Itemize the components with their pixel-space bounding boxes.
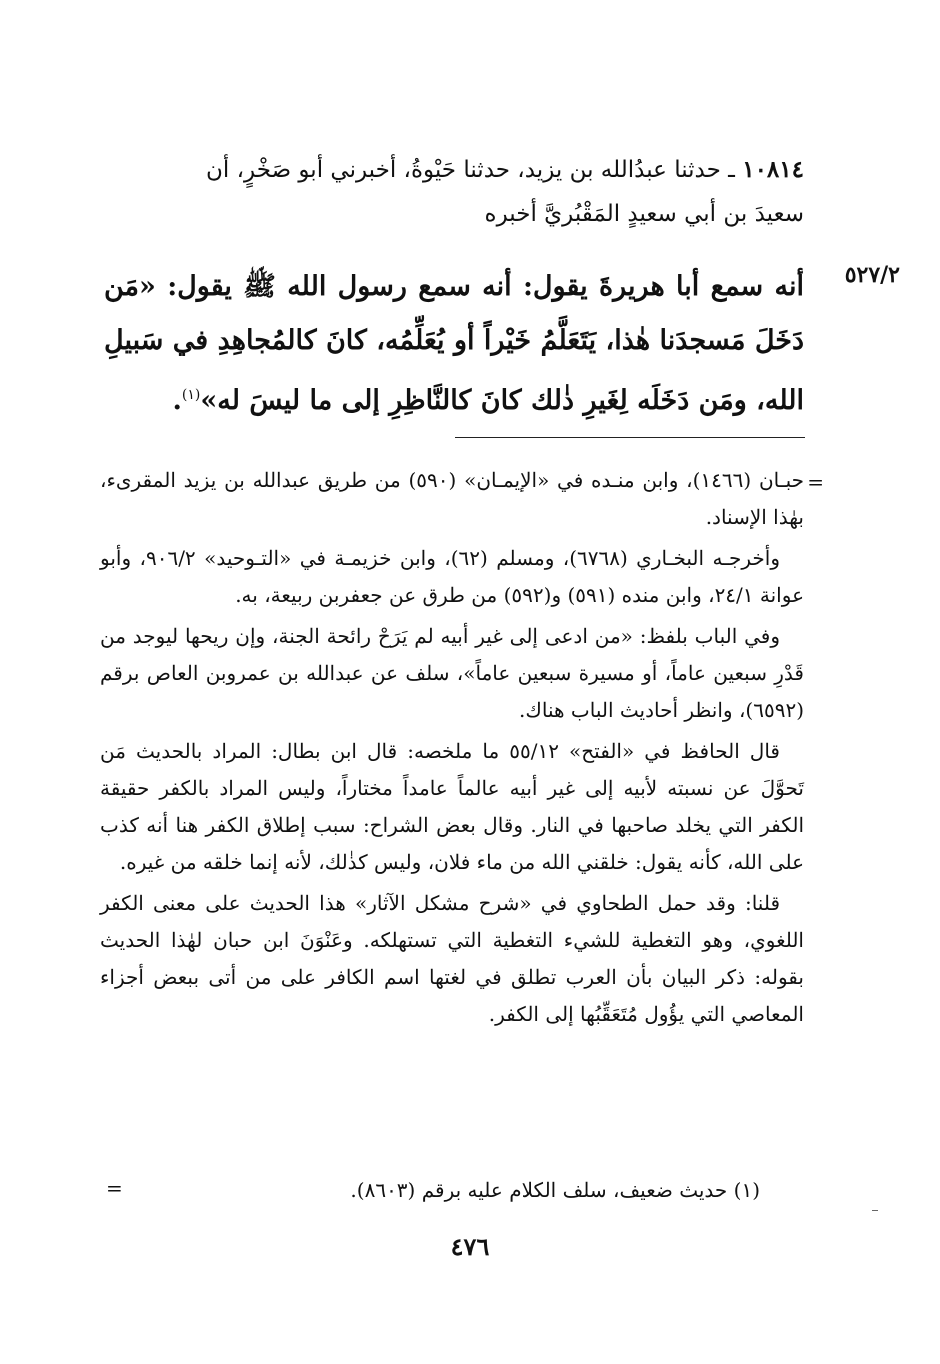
- footnote-reference: (١): [181, 387, 201, 403]
- page-number: ٤٧٦: [450, 1232, 490, 1261]
- hadith-number: ١٠٨١٤: [742, 156, 804, 183]
- footnote-paragraph: قال الحافظ في «الفتح» ٥٥/١٢ ما ملخصه: قال ابن بطال: المراد بالحديث مَن تَحوَّلَ عن نسبته لأبيه إلى غير أبيه عالماً عامداً مختاراً، وليس المراد بالكفر حقيقة الكفر التي يخلد صاحبها في النار. وقال بعض الشراح: سبب إطلاق الكفر هنا أنه كذب على الله، كأنه يقول: خلقني الله من ماء فلان، وليس كذٰلك، لأنه إنما خلقه من غيره.: [100, 739, 804, 874]
- footnote-paragraph: حبـان (١٤٦٦)، وابن منـده في «الإيمـان» (٥٩٠) من طريق عبدالله بن يزيد المقرىء، بهٰذا الإسناد.: [100, 468, 804, 529]
- edge-mark: [872, 1210, 878, 1211]
- hadith-matn: [104, 260, 804, 428]
- footnote-paragraph: وأخرجـه البخـاري (٦٧٦٨)، ومسلم (٦٢)، وابن خزيمـة في «التـوحيد» ٩٠٦/٢، وأبو عوانة ٢٤/١، وابن منده (٥٩١) و(٥٩٢) من طرق عن جعفربن ربيعة، به.: [100, 546, 804, 607]
- footnote-divider: [455, 437, 805, 438]
- hadith-chain-line-1: [104, 148, 804, 192]
- footnote-paragraph: قلنا: وقد حمل الطحاوي في «شرح مشكل الآثار» هذا الحديث على معنى الكفر اللغوي، وهو التغطية للشيء التغطية التي تستهلكه. وعَنْوَنَ ابن حبان لهٰذا الحديث بقوله: ذكر البيان بأن العرب تطلق في لغتها اسم الكافر على من أتى ببعض أجزاء المعاصي التي يؤُول مُتَعَقِّبُها إلى الكفر.: [100, 891, 804, 1026]
- margin-reference: ٥٢٧/٢: [844, 262, 900, 288]
- footnote-one: (١) حديث ضعيف، سلف الكلام عليه برقم (٨٦٠٣).: [350, 1178, 760, 1202]
- continuation-mark: =: [807, 470, 824, 494]
- hadith-chain: [104, 148, 804, 236]
- footnotes-section: [100, 462, 804, 1037]
- hadith-chain-line-2: سعيدَ بن أبي سعيدٍ المَقْبُريَّ أخبره: [484, 201, 804, 227]
- hadith-chain-text-1: ـ حدثنا عبدُالله بن يزيد، حدثنا حَيْوةُ، أخبرني أبو صَخْرٍ، أن: [206, 157, 735, 183]
- end-continuation-mark: =: [106, 1176, 123, 1200]
- hadith-matn-end: .: [172, 385, 182, 416]
- footnote-paragraph: وفي الباب بلفظ: «من ادعى إلى غير أبيه لم يَرَحْ رائحة الجنة، وإن ريحها ليوجد من قَدْرِ سبعين عاماً، أو مسيرة سبعين عاماً»، سلف عن عبدالله بن عمروبن العاص برقم (٦٥٩٢)، وانظر أحاديث الباب هناك.: [100, 624, 804, 722]
- hadith-matn-text: أنه سمع أبا هريرةَ يقول: أنه سمع رسول الله ﷺ يقول: «مَن دَخَلَ مَسجدَنا هٰذا، يَتَعَلَّمُ خَيْراً أو يُعَلِّمُه، كانَ كالمُجاهِدِ في سَبيلِ الله، ومَن دَخَلَه لِغَيرِ ذٰلك كانَ كالنَّاظِرِ إلى ما ليسَ له»: [104, 271, 804, 416]
